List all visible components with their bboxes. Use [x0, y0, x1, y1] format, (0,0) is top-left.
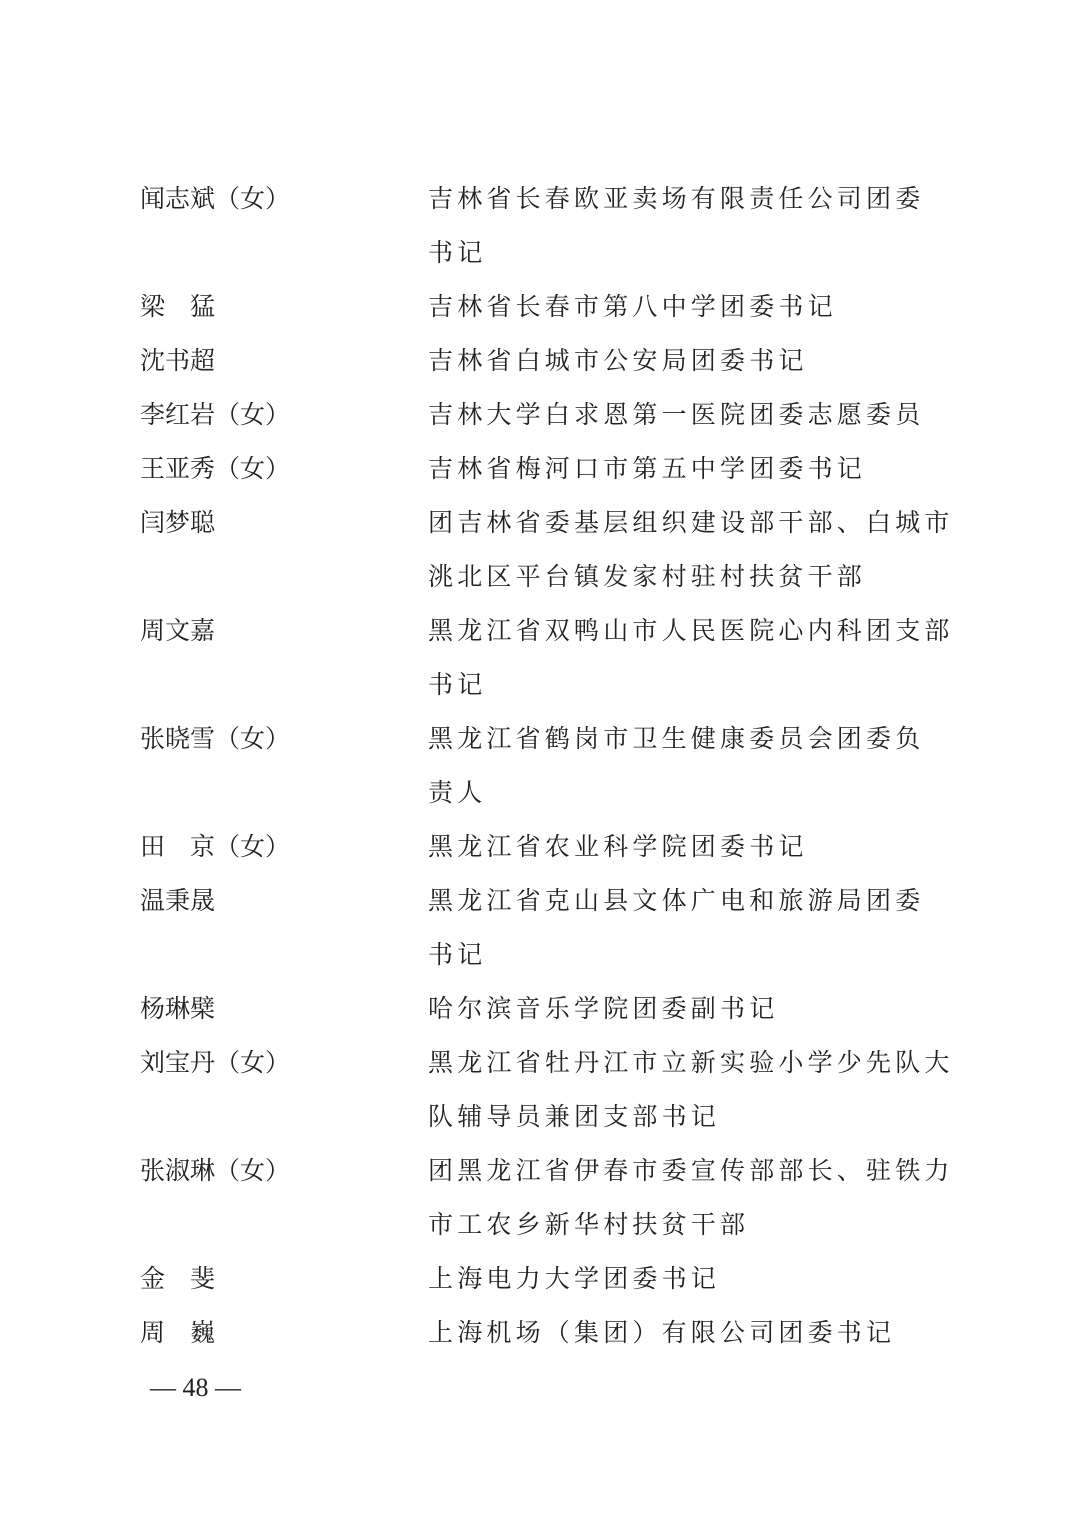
honoree-unit [428, 280, 938, 334]
unit-line: 上海机场（集团）有限公司团委书记 [428, 1318, 896, 1347]
honoree-name: 田 京（女） [140, 832, 291, 861]
unit-line: 洮北区平台镇发家村驻村扶贫干部 [428, 562, 867, 591]
honoree-unit [428, 874, 938, 982]
unit-line: 团黑龙江省伊春市委宣传部部长、驻铁力 [428, 1156, 954, 1185]
unit-line: 黑龙江省牡丹江市立新实验小学少先队大 [428, 1048, 954, 1077]
list-item [140, 1306, 940, 1360]
honoree-name: 周文嘉 [140, 616, 216, 645]
list-item [140, 874, 940, 982]
unit-line: 队辅导员兼团支部书记 [428, 1102, 721, 1131]
unit-line: 责人 [428, 778, 487, 807]
honoree-name: 梁 猛 [140, 292, 216, 321]
unit-line: 黑龙江省双鸭山市人民医院心内科团支部 [428, 616, 954, 645]
list-item [140, 982, 940, 1036]
honoree-unit [428, 712, 938, 820]
list-item [140, 442, 940, 496]
list-item [140, 280, 940, 334]
honoree-unit [428, 172, 938, 280]
honoree-name: 闻志斌（女） [140, 184, 291, 213]
unit-line: 吉林大学白求恩第一医院团委志愿委员 [428, 400, 925, 429]
honoree-name: 李红岩（女） [140, 400, 291, 429]
honoree-name: 温秉晟 [140, 886, 216, 915]
honoree-unit [428, 334, 938, 388]
unit-line: 吉林省长春市第八中学团委书记 [428, 292, 837, 321]
honoree-unit [428, 1306, 938, 1360]
list-item [140, 820, 940, 874]
unit-line: 黑龙江省克山县文体广电和旅游局团委 [428, 886, 925, 915]
list-item [140, 1036, 954, 1144]
honoree-name: 闫梦聪 [140, 508, 216, 537]
unit-line: 吉林省白城市公安局团委书记 [428, 346, 808, 375]
unit-line: 团吉林省委基层组织建设部干部、白城市 [428, 508, 954, 537]
honoree-unit [428, 496, 954, 604]
honoree-name: 杨琳檗 [140, 994, 216, 1023]
list-item [140, 604, 954, 712]
honoree-unit [428, 604, 954, 712]
page-number: — 48 — [150, 1373, 241, 1402]
list-item [140, 1144, 954, 1252]
list-item [140, 388, 940, 442]
list-item [140, 712, 940, 820]
unit-line: 吉林省长春欧亚卖场有限责任公司团委 [428, 184, 925, 213]
honoree-unit [428, 982, 938, 1036]
unit-line: 哈尔滨音乐学院团委副书记 [428, 994, 779, 1023]
unit-line: 吉林省梅河口市第五中学团委书记 [428, 454, 867, 483]
honoree-unit [428, 388, 938, 442]
list-item [140, 1252, 940, 1306]
unit-line: 书记 [428, 940, 487, 969]
honoree-unit [428, 820, 938, 874]
unit-line: 黑龙江省鹤岗市卫生健康委员会团委负 [428, 724, 925, 753]
honoree-name: 王亚秀（女） [140, 454, 291, 483]
unit-line: 上海电力大学团委书记 [428, 1264, 721, 1293]
honoree-unit [428, 1036, 954, 1144]
honoree-name: 张晓雪（女） [140, 724, 291, 753]
unit-line: 市工农乡新华村扶贫干部 [428, 1210, 750, 1239]
honoree-unit [428, 1252, 938, 1306]
honoree-name: 周 巍 [140, 1318, 216, 1347]
honoree-unit [428, 1144, 954, 1252]
honoree-name: 张淑琳（女） [140, 1156, 291, 1185]
unit-line: 黑龙江省农业科学院团委书记 [428, 832, 808, 861]
honoree-name: 沈书超 [140, 346, 216, 375]
list-item [140, 172, 940, 280]
honoree-name: 刘宝丹（女） [140, 1048, 291, 1077]
list-item [140, 496, 954, 604]
honoree-name: 金 斐 [140, 1264, 216, 1293]
unit-line: 书记 [428, 670, 487, 699]
honoree-unit [428, 442, 938, 496]
honoree-list [140, 172, 954, 1360]
unit-line: 书记 [428, 238, 487, 267]
list-item [140, 334, 940, 388]
